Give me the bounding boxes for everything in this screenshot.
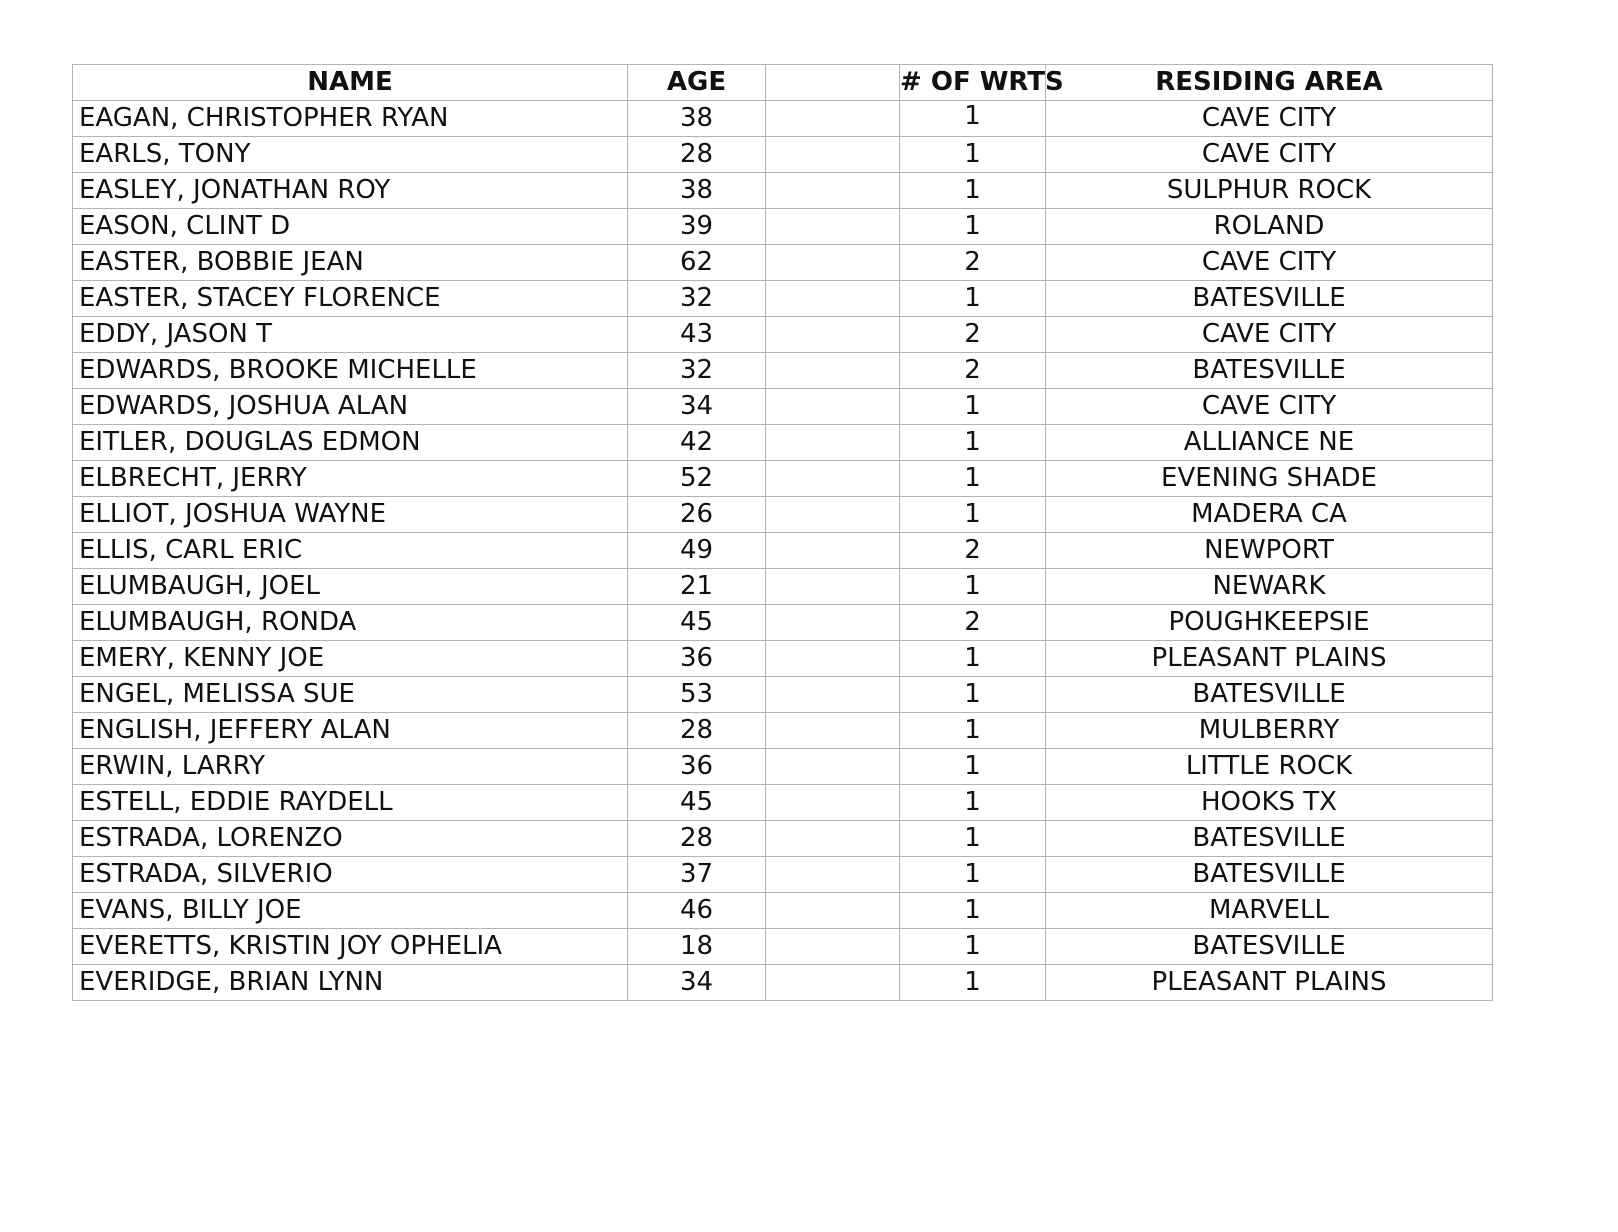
age-cell: 53 — [628, 677, 766, 713]
table-row — [73, 497, 1493, 533]
residing-area-cell: CAVE CITY — [1046, 101, 1493, 137]
residing-area-cell: CAVE CITY — [1046, 317, 1493, 353]
warrants-cell: 1 — [900, 497, 1046, 533]
name-cell: ELLIS, CARL ERIC — [73, 533, 628, 569]
residing-area-cell: MARVELL — [1046, 893, 1493, 929]
table-row — [73, 641, 1493, 677]
residing-area-column-header: RESIDING AREA — [1046, 65, 1493, 101]
age-cell: 21 — [628, 569, 766, 605]
table-row — [73, 353, 1493, 389]
table-row — [73, 245, 1493, 281]
age-cell: 43 — [628, 317, 766, 353]
name-cell: ELLIOT, JOSHUA WAYNE — [73, 497, 628, 533]
blank-cell — [766, 245, 900, 281]
blank-cell — [766, 425, 900, 461]
blank-cell — [766, 497, 900, 533]
residing-area-cell: CAVE CITY — [1046, 137, 1493, 173]
name-cell: ESTRADA, LORENZO — [73, 821, 628, 857]
residing-area-cell: MADERA CA — [1046, 497, 1493, 533]
blank-cell — [766, 173, 900, 209]
blank-cell — [766, 389, 900, 425]
blank-cell — [766, 965, 900, 1001]
blank-cell — [766, 209, 900, 245]
warrants-cell: 1 — [900, 785, 1046, 821]
age-cell: 28 — [628, 137, 766, 173]
name-cell: EVERIDGE, BRIAN LYNN — [73, 965, 628, 1001]
name-cell: EASTER, STACEY FLORENCE — [73, 281, 628, 317]
blank-cell — [766, 749, 900, 785]
blank-cell — [766, 893, 900, 929]
warrants-cell: 2 — [900, 533, 1046, 569]
warrants-cell: 2 — [900, 245, 1046, 281]
blank-cell — [766, 641, 900, 677]
age-cell: 42 — [628, 425, 766, 461]
age-cell: 49 — [628, 533, 766, 569]
table-row — [73, 173, 1493, 209]
residing-area-cell: BATESVILLE — [1046, 353, 1493, 389]
table-row — [73, 461, 1493, 497]
blank-cell — [766, 713, 900, 749]
age-cell: 46 — [628, 893, 766, 929]
blank-cell — [766, 677, 900, 713]
age-cell: 32 — [628, 281, 766, 317]
warrants-cell: 1 — [900, 101, 1046, 137]
residing-area-cell: EVENING SHADE — [1046, 461, 1493, 497]
age-cell: 34 — [628, 389, 766, 425]
blank-cell — [766, 353, 900, 389]
blank-column-header — [766, 65, 900, 101]
warrants-column-header: # OF WRTS — [900, 65, 1046, 101]
age-cell: 36 — [628, 749, 766, 785]
age-cell: 36 — [628, 641, 766, 677]
residing-area-cell: POUGHKEEPSIE — [1046, 605, 1493, 641]
residing-area-cell: BATESVILLE — [1046, 929, 1493, 965]
name-cell: EDWARDS, JOSHUA ALAN — [73, 389, 628, 425]
residing-area-cell: CAVE CITY — [1046, 245, 1493, 281]
age-cell: 45 — [628, 785, 766, 821]
table-body — [73, 101, 1493, 1001]
table-row — [73, 785, 1493, 821]
age-cell: 37 — [628, 857, 766, 893]
age-cell: 18 — [628, 929, 766, 965]
residing-area-cell: LITTLE ROCK — [1046, 749, 1493, 785]
table-row — [73, 965, 1493, 1001]
table-row — [73, 389, 1493, 425]
residing-area-cell: NEWARK — [1046, 569, 1493, 605]
warrants-cell: 1 — [900, 749, 1046, 785]
residing-area-cell: BATESVILLE — [1046, 857, 1493, 893]
age-cell: 45 — [628, 605, 766, 641]
name-cell: EASON, CLINT D — [73, 209, 628, 245]
age-cell: 38 — [628, 101, 766, 137]
blank-cell — [766, 461, 900, 497]
residing-area-cell: ROLAND — [1046, 209, 1493, 245]
name-cell: ELUMBAUGH, RONDA — [73, 605, 628, 641]
blank-cell — [766, 281, 900, 317]
name-cell: EARLS, TONY — [73, 137, 628, 173]
age-cell: 26 — [628, 497, 766, 533]
name-cell: ELBRECHT, JERRY — [73, 461, 628, 497]
warrants-cell: 1 — [900, 173, 1046, 209]
warrants-cell: 1 — [900, 137, 1046, 173]
blank-cell — [766, 785, 900, 821]
blank-cell — [766, 857, 900, 893]
warrants-cell: 2 — [900, 605, 1046, 641]
residing-area-cell: BATESVILLE — [1046, 281, 1493, 317]
table-row — [73, 929, 1493, 965]
blank-cell — [766, 101, 900, 137]
table-row — [73, 749, 1493, 785]
name-cell: EITLER, DOUGLAS EDMON — [73, 425, 628, 461]
warrants-cell: 1 — [900, 677, 1046, 713]
warrant-roster-table — [72, 64, 1493, 1001]
age-cell: 28 — [628, 713, 766, 749]
warrants-cell: 1 — [900, 965, 1046, 1001]
name-column-header: NAME — [73, 65, 628, 101]
table-row — [73, 821, 1493, 857]
blank-cell — [766, 137, 900, 173]
blank-cell — [766, 821, 900, 857]
header-row — [73, 65, 1493, 101]
table-row — [73, 893, 1493, 929]
name-cell: ENGEL, MELISSA SUE — [73, 677, 628, 713]
warrants-cell: 1 — [900, 461, 1046, 497]
residing-area-cell: PLEASANT PLAINS — [1046, 641, 1493, 677]
warrants-cell: 2 — [900, 353, 1046, 389]
table-row — [73, 137, 1493, 173]
table-row — [73, 605, 1493, 641]
age-column-header: AGE — [628, 65, 766, 101]
name-cell: ERWIN, LARRY — [73, 749, 628, 785]
residing-area-cell: PLEASANT PLAINS — [1046, 965, 1493, 1001]
warrants-cell: 2 — [900, 317, 1046, 353]
warrants-cell: 1 — [900, 209, 1046, 245]
blank-cell — [766, 569, 900, 605]
name-cell: EVANS, BILLY JOE — [73, 893, 628, 929]
warrants-cell: 1 — [900, 821, 1046, 857]
residing-area-cell: ALLIANCE NE — [1046, 425, 1493, 461]
age-cell: 32 — [628, 353, 766, 389]
age-cell: 38 — [628, 173, 766, 209]
warrants-cell: 1 — [900, 641, 1046, 677]
warrants-cell: 1 — [900, 857, 1046, 893]
age-cell: 39 — [628, 209, 766, 245]
residing-area-cell: MULBERRY — [1046, 713, 1493, 749]
table-row — [73, 713, 1493, 749]
warrants-cell: 1 — [900, 425, 1046, 461]
table-row — [73, 857, 1493, 893]
warrants-cell: 1 — [900, 713, 1046, 749]
residing-area-cell: SULPHUR ROCK — [1046, 173, 1493, 209]
warrants-cell: 1 — [900, 569, 1046, 605]
name-cell: ESTELL, EDDIE RAYDELL — [73, 785, 628, 821]
name-cell: EDDY, JASON T — [73, 317, 628, 353]
name-cell: EVERETTS, KRISTIN JOY OPHELIA — [73, 929, 628, 965]
warrants-cell: 1 — [900, 929, 1046, 965]
table-row — [73, 317, 1493, 353]
name-cell: ELUMBAUGH, JOEL — [73, 569, 628, 605]
table-row — [73, 533, 1493, 569]
age-cell: 52 — [628, 461, 766, 497]
name-cell: EASLEY, JONATHAN ROY — [73, 173, 628, 209]
table-row — [73, 281, 1493, 317]
warrants-cell: 1 — [900, 893, 1046, 929]
blank-cell — [766, 929, 900, 965]
table-row — [73, 101, 1493, 137]
residing-area-cell: BATESVILLE — [1046, 677, 1493, 713]
age-cell: 34 — [628, 965, 766, 1001]
residing-area-cell: BATESVILLE — [1046, 821, 1493, 857]
residing-area-cell: HOOKS TX — [1046, 785, 1493, 821]
blank-cell — [766, 317, 900, 353]
table-row — [73, 677, 1493, 713]
name-cell: EAGAN, CHRISTOPHER RYAN — [73, 101, 628, 137]
age-cell: 28 — [628, 821, 766, 857]
name-cell: EDWARDS, BROOKE MICHELLE — [73, 353, 628, 389]
table-row — [73, 209, 1493, 245]
warrants-cell: 1 — [900, 281, 1046, 317]
blank-cell — [766, 605, 900, 641]
name-cell: EASTER, BOBBIE JEAN — [73, 245, 628, 281]
table-row — [73, 425, 1493, 461]
name-cell: ENGLISH, JEFFERY ALAN — [73, 713, 628, 749]
warrants-cell: 1 — [900, 389, 1046, 425]
blank-cell — [766, 533, 900, 569]
name-cell: ESTRADA, SILVERIO — [73, 857, 628, 893]
name-cell: EMERY, KENNY JOE — [73, 641, 628, 677]
table-row — [73, 569, 1493, 605]
residing-area-cell: NEWPORT — [1046, 533, 1493, 569]
residing-area-cell: CAVE CITY — [1046, 389, 1493, 425]
age-cell: 62 — [628, 245, 766, 281]
